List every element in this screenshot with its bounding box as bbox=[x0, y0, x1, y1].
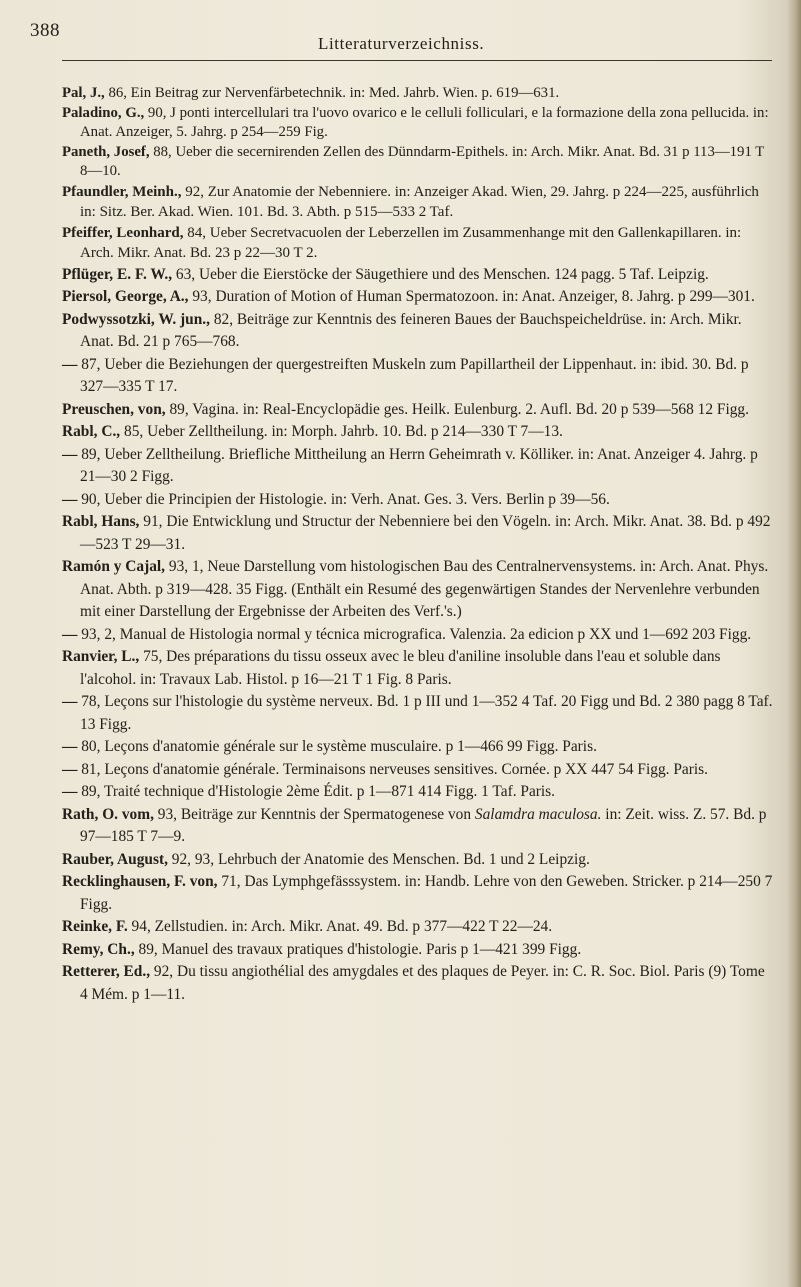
bibliography-entry bbox=[62, 143, 774, 182]
entry-text: 90, J ponti intercellulari tra l'uovo ovarico e le celluli folliculari, e la formazione della zona pellucida. in: Anat. Anzeiger, 5. Jahrg. p 254—259 Fig. bbox=[80, 104, 769, 140]
entry-text: 89, Traité technique d'Histologie 2ème Édit. p 1—871 414 Figg. 1 Taf. Paris. bbox=[77, 783, 556, 800]
bibliography-entry bbox=[62, 646, 774, 691]
bibliography-entry bbox=[62, 421, 774, 444]
entry-text: 87, Ueber die Beziehungen der quergestreiften Muskeln zum Papillartheil der Lippenhaut. in: ibid. 30. Bd. p 327—335 T 17. bbox=[77, 355, 749, 395]
entry-text: 93, Beiträge zur Kenntnis der Spermatogenese von bbox=[153, 805, 475, 823]
entry-author: Rath, O. vom, bbox=[62, 805, 154, 823]
entry-text: 75, Des préparations du tissu osseux avec le bleu d'aniline insoluble dans l'eau et soluble dans l'alcohol. in: Travaux Lab. Histol. p 16—21 T 1 Fig. 8 Paris. bbox=[80, 648, 721, 688]
entry-author: Rabl, C., bbox=[62, 423, 121, 440]
bibliography-entry bbox=[62, 871, 774, 916]
bibliography-entry bbox=[62, 182, 774, 223]
bibliography-entry bbox=[62, 939, 774, 962]
entry-text: 93, Duration of Motion of Human Spermatozoon. in: Anat. Anzeiger, 8. Jahrg. p 299—301. bbox=[188, 288, 755, 305]
entry-author: Preuschen, von, bbox=[62, 400, 166, 418]
entry-text: 84, Ueber Secretvacuolen der Leberzellen im Zusammenhange mit den Gallenkapillaren. in: Arch. Mikr. Anat. Bd. 23 p 22—30 T 2. bbox=[80, 224, 742, 261]
bibliography-entry bbox=[62, 511, 774, 556]
bibliography-entry bbox=[62, 489, 774, 512]
entry-author: — bbox=[62, 760, 78, 778]
bibliography-entry bbox=[62, 781, 774, 804]
bibliography-entry bbox=[62, 691, 774, 736]
entry-text: 91, Die Entwicklung und Structur der Nebenniere bei den Vögeln. in: Arch. Mikr. Anat. 38. Bd. p 492—523 T 29—31. bbox=[80, 513, 771, 553]
page-edge-shadow bbox=[787, 0, 801, 1287]
entry-author: Remy, Ch., bbox=[62, 940, 135, 958]
entry-text: 80, Leçons d'anatomie générale sur le système musculaire. p 1—466 99 Figg. Paris. bbox=[77, 738, 597, 755]
entry-text: 92, 93, Lehrbuch der Anatomie des Menschen. Bd. 1 und 2 Leipzig. bbox=[167, 850, 590, 868]
entry-author: Recklinghausen, F. von, bbox=[62, 873, 218, 890]
entry-species-name: Salamdra maculosa. bbox=[474, 805, 602, 823]
bibliography-entry bbox=[62, 916, 774, 939]
entry-text: 89, Manuel des travaux pratiques d'histologie. Paris p 1—421 399 Figg. bbox=[134, 940, 582, 958]
bibliography-entry bbox=[62, 804, 774, 849]
entry-text: 89, Ueber Zelltheilung. Briefliche Mittheilung an Herrn Geheimrath v. Kölliker. in: Anat. Anzeiger 4. Jahrg. p 21—30 2 Figg. bbox=[77, 445, 758, 485]
entry-text: 89, Vagina. in: Real-Encyclopädie ges. Heilk. Eulenburg. 2. Aufl. Bd. 20 p 539—568 12 Figg. bbox=[165, 400, 749, 418]
bibliography-entry bbox=[62, 444, 774, 489]
entry-author: — bbox=[62, 625, 78, 643]
entry-author: Pflüger, E. F. W., bbox=[62, 265, 173, 283]
bibliography-entry bbox=[62, 736, 774, 759]
bibliography-entry bbox=[62, 624, 774, 647]
entry-author: Ramón y Cajal, bbox=[62, 558, 166, 575]
entry-text: 63, Ueber die Eierstöcke der Säugethiere und des Menschen. 124 pagg. 5 Taf. Leipzig. bbox=[172, 265, 709, 283]
entry-author: Rauber, August, bbox=[62, 850, 168, 868]
entry-text: 92, Du tissu angiothélial des amygdales et des plaques de Peyer. in: C. R. Soc. Biol. Paris (9) Tome 4 Mém. p 1—11. bbox=[80, 963, 765, 1003]
entry-author: Ranvier, L., bbox=[62, 648, 140, 665]
entry-text: 71, Das Lymphgefässsystem. in: Handb. Lehre von den Geweben. Stricker. p 214—250 7 Figg. bbox=[80, 873, 773, 913]
entry-author: — bbox=[62, 490, 78, 508]
entry-author: Podwyssotzki, W. jun., bbox=[62, 310, 210, 328]
bibliography-entry bbox=[62, 84, 774, 104]
bibliography-entry bbox=[62, 961, 774, 1006]
entry-author: Paladino, G., bbox=[62, 104, 145, 121]
bibliography-entry bbox=[62, 556, 774, 624]
entry-text: 93, 1, Neue Darstellung vom histologischen Bau des Centralnervensystems. in: Arch. Anat. Phys. Anat. Abth. p 319—428. 35 Figg. (Enthält ein Resumé des gegenwärtigen Standes der Nervenlehre verbunden mit einer Darstellung der Ergebnisse der Arbeiten des Verf.'s.) bbox=[80, 558, 769, 620]
entry-author: — bbox=[62, 445, 78, 463]
entry-text: 93, 2, Manual de Histologia normal y técnica micrografica. Valenzia. 2a edicion p XX und 1—692 203 Figg. bbox=[77, 625, 752, 643]
entry-text: 88, Ueber die secernirenden Zellen des Dünndarm-Epithels. in: Arch. Mikr. Anat. Bd. 31 p 113—191 T 8—10. bbox=[80, 143, 765, 179]
entry-author: Pfaundler, Meinh., bbox=[62, 183, 182, 200]
entry-author: — bbox=[62, 738, 78, 755]
running-head: Litteraturverzeichniss. bbox=[318, 34, 485, 53]
entry-author: Retterer, Ed., bbox=[62, 963, 151, 980]
bibliography-entry bbox=[62, 104, 774, 143]
entry-text: 86, Ein Beitrag zur Nervenfärbetechnik. in: Med. Jahrb. Wien. p. 619—631. bbox=[104, 85, 560, 101]
entry-author: Rabl, Hans, bbox=[62, 513, 140, 530]
entry-author: — bbox=[62, 693, 78, 710]
bibliography-entry bbox=[62, 309, 774, 354]
entry-text: 85, Ueber Zelltheilung. in: Morph. Jahrb. 10. Bd. p 214—330 T 7—13. bbox=[120, 423, 563, 440]
entry-author: Reinke, F. bbox=[62, 918, 128, 935]
entry-author: Piersol, George, A., bbox=[62, 288, 189, 305]
bibliography-entry bbox=[62, 759, 774, 782]
bibliography-entry bbox=[62, 399, 774, 422]
entry-text-continued: in: Zeit. wiss. Z. 57. Bd. p 97—185 T 7—9. bbox=[80, 805, 767, 845]
entry-text: 90, Ueber die Principien der Histologie. in: Verh. Anat. Ges. 3. Vers. Berlin p 39—56. bbox=[77, 490, 610, 508]
entry-text: 94, Zellstudien. in: Arch. Mikr. Anat. 49. Bd. p 377—422 T 22—24. bbox=[127, 918, 553, 935]
entry-text: 82, Beiträge zur Kenntnis des feineren Baues der Bauchspeicheldrüse. in: Arch. Mikr. Anat. Bd. 21 p 765—768. bbox=[80, 310, 742, 350]
bibliography-entry bbox=[62, 849, 774, 872]
entry-author: — bbox=[62, 783, 78, 800]
entry-text: 81, Leçons d'anatomie générale. Terminaisons nerveuses sensitives. Cornée. p XX 447 54 Figg. Paris. bbox=[77, 760, 708, 778]
entry-author: Pfeiffer, Leonhard, bbox=[62, 224, 184, 241]
bibliography-list bbox=[62, 84, 774, 1006]
bibliography-entry bbox=[62, 223, 774, 264]
entry-author: Paneth, Josef, bbox=[62, 143, 150, 160]
entry-text: 78, Leçons sur l'histologie du système nerveux. Bd. 1 p III und 1—352 4 Taf. 20 Figg und Bd. 2 380 pagg 8 Taf. 13 Figg. bbox=[77, 693, 773, 733]
page-number: 388 bbox=[30, 20, 60, 41]
bibliography-entry bbox=[62, 354, 774, 399]
entry-author: — bbox=[62, 355, 78, 373]
entry-text: 92, Zur Anatomie der Nebenniere. in: Anzeiger Akad. Wien, 29. Jahrg. p 224—225, ausführlich in: Sitz. Ber. Akad. Wien. 101. Bd. 3. Abth. p 515—533 2 Taf. bbox=[80, 183, 759, 220]
header-rule bbox=[62, 60, 772, 61]
bibliography-entry bbox=[62, 286, 774, 309]
entry-author: Pal, J., bbox=[62, 85, 105, 101]
bibliography-entry bbox=[62, 264, 774, 287]
